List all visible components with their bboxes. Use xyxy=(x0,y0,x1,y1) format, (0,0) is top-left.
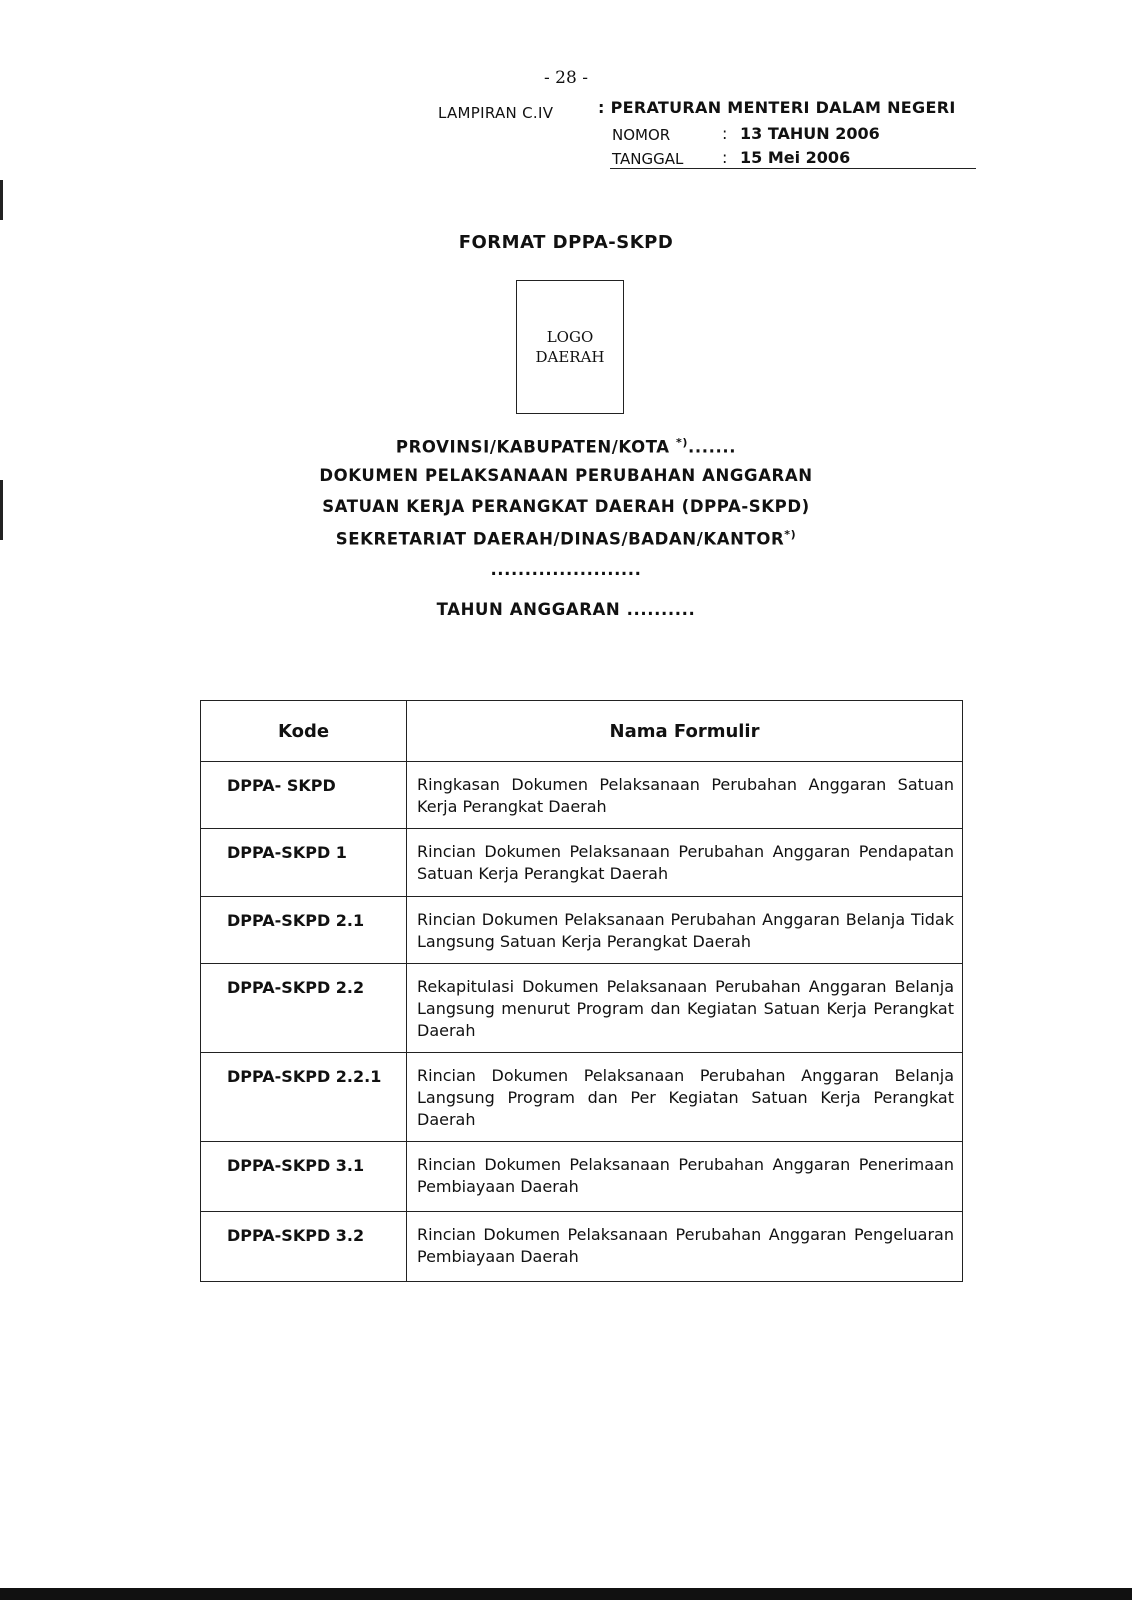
row-nama: Rincian Dokumen Pelaksanaan Perubahan Anggaran Penerimaan Pembiayaan Daerah xyxy=(407,1142,963,1212)
row-kode: DPPA- SKPD xyxy=(201,762,407,829)
tanggal-value: 15 Mei 2006 xyxy=(740,148,851,167)
row-nama: Rincian Dokumen Pelaksanaan Perubahan Anggaran Belanja Langsung Program dan Per Kegiatan Satuan Kerja Perangkat Daerah xyxy=(407,1053,963,1142)
heading-provinsi-mark: *) xyxy=(676,436,688,449)
header-underline xyxy=(610,168,976,169)
row-nama: Ringkasan Dokumen Pelaksanaan Perubahan Anggaran Satuan Kerja Perangkat Daerah xyxy=(407,762,963,829)
scan-bottom-edge xyxy=(0,1588,1132,1600)
tanggal-separator: : xyxy=(722,148,728,167)
format-title: FORMAT DPPA-SKPD xyxy=(458,232,674,253)
lampiran-label: LAMPIRAN C.IV xyxy=(438,104,554,122)
format-table xyxy=(200,700,963,1282)
column-header-kode: Kode xyxy=(201,701,407,762)
table-row xyxy=(201,897,963,964)
logo-line2: DAERAH xyxy=(535,348,605,366)
heading-dots: ...................... xyxy=(490,560,642,579)
heading-tahun-anggaran: TAHUN ANGGARAN .......... xyxy=(436,600,696,619)
table-header-row xyxy=(201,701,963,762)
page-number: - 28 - xyxy=(544,68,588,88)
column-header-nama: Nama Formulir xyxy=(407,701,963,762)
heading-sekretariat xyxy=(0,528,1132,549)
row-kode: DPPA-SKPD 1 xyxy=(201,829,407,897)
table-row xyxy=(201,964,963,1053)
logo-line1: LOGO xyxy=(546,328,594,346)
nomor-label: NOMOR xyxy=(612,126,671,144)
row-kode: DPPA-SKPD 2.1 xyxy=(201,897,407,964)
table-row xyxy=(201,1053,963,1142)
heading-dokumen: DOKUMEN PELAKSANAAN PERUBAHAN ANGGARAN xyxy=(319,466,813,485)
scan-edge-mark xyxy=(0,480,3,540)
row-nama: Rincian Dokumen Pelaksanaan Perubahan Anggaran Pengeluaran Pembiayaan Daerah xyxy=(407,1212,963,1282)
row-kode: DPPA-SKPD 2.2 xyxy=(201,964,407,1053)
nomor-value: 13 TAHUN 2006 xyxy=(740,124,880,143)
row-nama: Rekapitulasi Dokumen Pelaksanaan Perubahan Anggaran Belanja Langsung menurut Program dan Kegiatan Satuan Kerja Perangkat Daerah xyxy=(407,964,963,1053)
regulation-title: : PERATURAN MENTERI DALAM NEGERI xyxy=(598,98,956,117)
row-kode: DPPA-SKPD 3.2 xyxy=(201,1212,407,1282)
heading-provinsi-dots: ....... xyxy=(688,437,737,457)
row-kode: DPPA-SKPD 3.1 xyxy=(201,1142,407,1212)
nomor-separator: : xyxy=(722,124,728,143)
table-row xyxy=(201,1142,963,1212)
row-kode: DPPA-SKPD 2.2.1 xyxy=(201,1053,407,1142)
table-row xyxy=(201,1212,963,1282)
heading-satuan-kerja: SATUAN KERJA PERANGKAT DAERAH (DPPA-SKPD) xyxy=(322,497,810,516)
scan-edge-mark xyxy=(0,180,3,220)
logo-placeholder xyxy=(516,280,624,414)
table-row xyxy=(201,762,963,829)
tanggal-label: TANGGAL xyxy=(612,150,684,168)
heading-sekretariat-text: SEKRETARIAT DAERAH/DINAS/BADAN/KANTOR xyxy=(335,529,785,549)
table-row xyxy=(201,829,963,897)
heading-provinsi-text: PROVINSI/KABUPATEN/KOTA xyxy=(395,437,670,457)
row-nama: Rincian Dokumen Pelaksanaan Perubahan Anggaran Belanja Tidak Langsung Satuan Kerja Perangkat Daerah xyxy=(407,897,963,964)
heading-sekretariat-mark: *) xyxy=(784,528,797,541)
heading-provinsi xyxy=(0,436,1132,457)
row-nama: Rincian Dokumen Pelaksanaan Perubahan Anggaran Pendapatan Satuan Kerja Perangkat Daerah xyxy=(407,829,963,897)
